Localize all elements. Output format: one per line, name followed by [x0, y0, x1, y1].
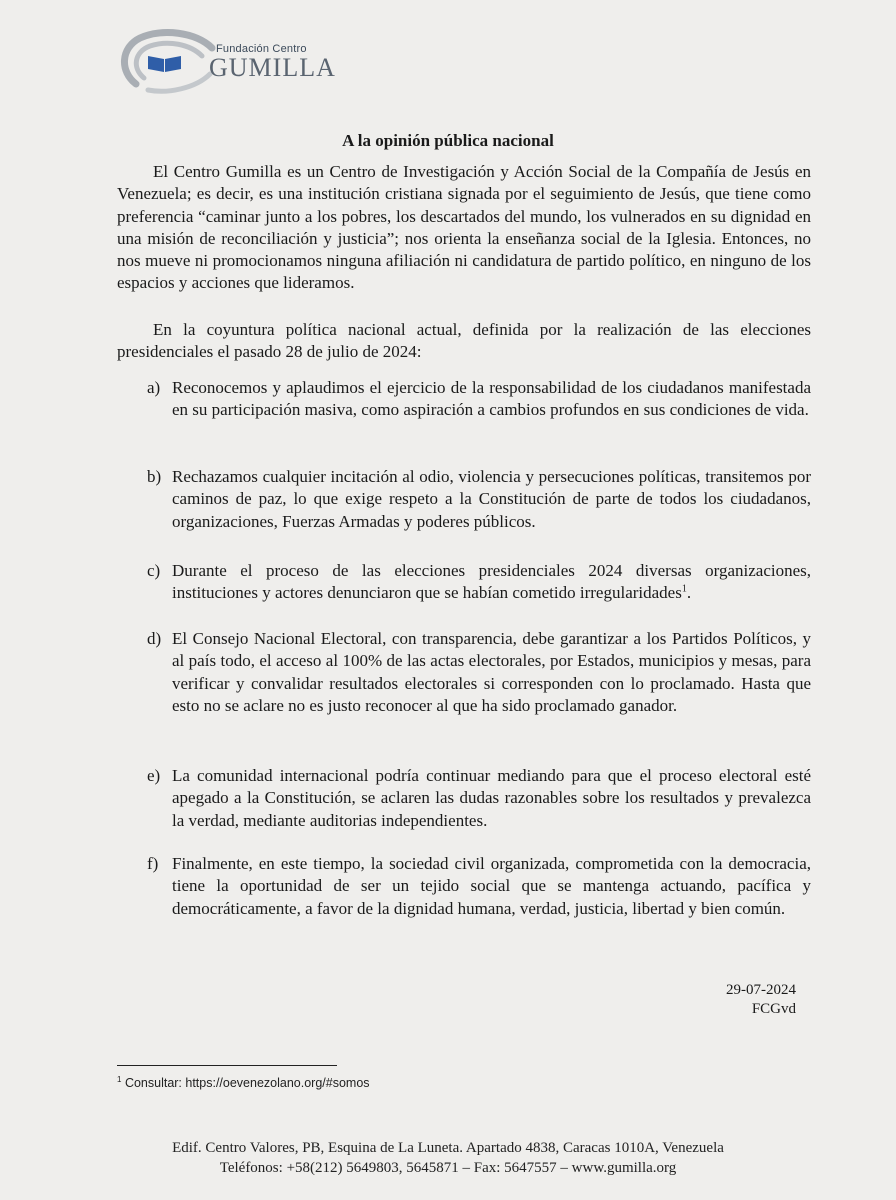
intro-paragraph: El Centro Gumilla es un Centro de Investigación y Acción Social de la Compañía de Jesús en Venezuela; es decir, es una institución cristiana signada por el seguimiento de Jesús, que tiene como preferencia “caminar junto a los pobres, los descartados del mundo, los vulnerados en su dignidad en una misión de reconciliación y justicia”; nos orienta la enseñanza social de la Iglesia. Entonces, no nos mueve ni promocionamos ninguna afiliación ni candidatura de partido político, en ninguno de los espacios y acciones que lideramos.: [117, 162, 811, 293]
list-item: [147, 466, 811, 533]
list-item: [147, 853, 811, 920]
list-item-text: El Consejo Nacional Electoral, con transparencia, debe garantizar a los Partidos Políticos, y al país todo, el acceso al 100% de las actas electorales, por Estados, municipios y mesas, para verificar y convalidar resultados electorales si corresponden con lo proclamado. Hasta que esto no se aclare no es justo reconocer al que ha sido proclamado ganador.: [172, 629, 811, 715]
list-marker: e): [147, 766, 161, 785]
list-marker: d): [147, 629, 162, 648]
gumilla-logo-icon: [118, 28, 218, 94]
footnote-divider: [117, 1065, 337, 1066]
footnote: [117, 1076, 370, 1090]
list-item: [147, 560, 811, 605]
signature-initials: FCGvd: [751, 1001, 796, 1017]
list-item: [147, 765, 811, 832]
list-item: [147, 377, 811, 422]
list-item: [147, 628, 811, 717]
list-item-text: Durante el proceso de las elecciones presidenciales 2024 diversas organizaciones, instituciones y actores denunciaron que se habían cometido irregularidades: [172, 561, 811, 603]
list-marker: a): [147, 378, 161, 397]
list-item-text: La comunidad internacional podría continuar mediando para que el proceso electoral esté apegado a la Constitución, se aclaren las dudas razonables sobre los resultados y prevalezca la verdad, mediante auditorias independientes.: [172, 766, 811, 830]
signature-block: [726, 981, 796, 1019]
list-item-end: .: [686, 583, 692, 603]
logo-small-text: Fundación Centro: [216, 43, 307, 55]
list-marker: f): [147, 854, 159, 873]
footer-address: Edif. Centro Valores, PB, Esquina de La Luneta. Apartado 4838, Caracas 1010A, Venezuela: [172, 1140, 724, 1156]
list-marker: b): [147, 467, 162, 486]
list-item-text: Rechazamos cualquier incitación al odio, violencia y persecuciones políticas, transitemos por caminos de paz, lo que exige respeto a la Constitución de parte de todos los ciudadanos, organizaciones, Fuerzas Armadas y poderes públicos.: [172, 467, 811, 531]
document-title: A la opinión pública nacional: [342, 131, 554, 150]
signature-date: 29-07-2024: [726, 982, 796, 998]
footnote-reference[interactable]: 1: [681, 583, 687, 595]
gumilla-logo: [118, 28, 378, 94]
logo-big-text: GUMILLA: [209, 53, 336, 82]
list-item-text: Reconocemos y aplaudimos el ejercicio de la responsabilidad de los ciudadanos manifestada en su participación masiva, como aspiración a cambios profundos en sus condiciones de vida.: [172, 378, 811, 420]
list-item-text-wrapper: [172, 560, 811, 605]
list-item-text: Finalmente, en este tiempo, la sociedad civil organizada, comprometida con la democracia, tiene la oportunidad de ser un tejido social que se mantenga actuando, pacífica y democráticamente, a favor de la dignidad humana, verdad, justicia, libertad y bien común.: [172, 854, 811, 918]
footnote-number: 1: [117, 1074, 122, 1084]
context-paragraph: En la coyuntura política nacional actual, definida por la realización de las elecciones presidenciales el pasado 28 de julio de 2024:: [117, 320, 811, 362]
footer-contact: Teléfonos: +58(212) 5649803, 5645871 – Fax: 5647557 – www.gumilla.org: [219, 1160, 677, 1176]
list-marker: c): [147, 561, 161, 580]
footnote-text[interactable]: Consultar: https://oevenezolano.org/#somos: [124, 1076, 370, 1090]
